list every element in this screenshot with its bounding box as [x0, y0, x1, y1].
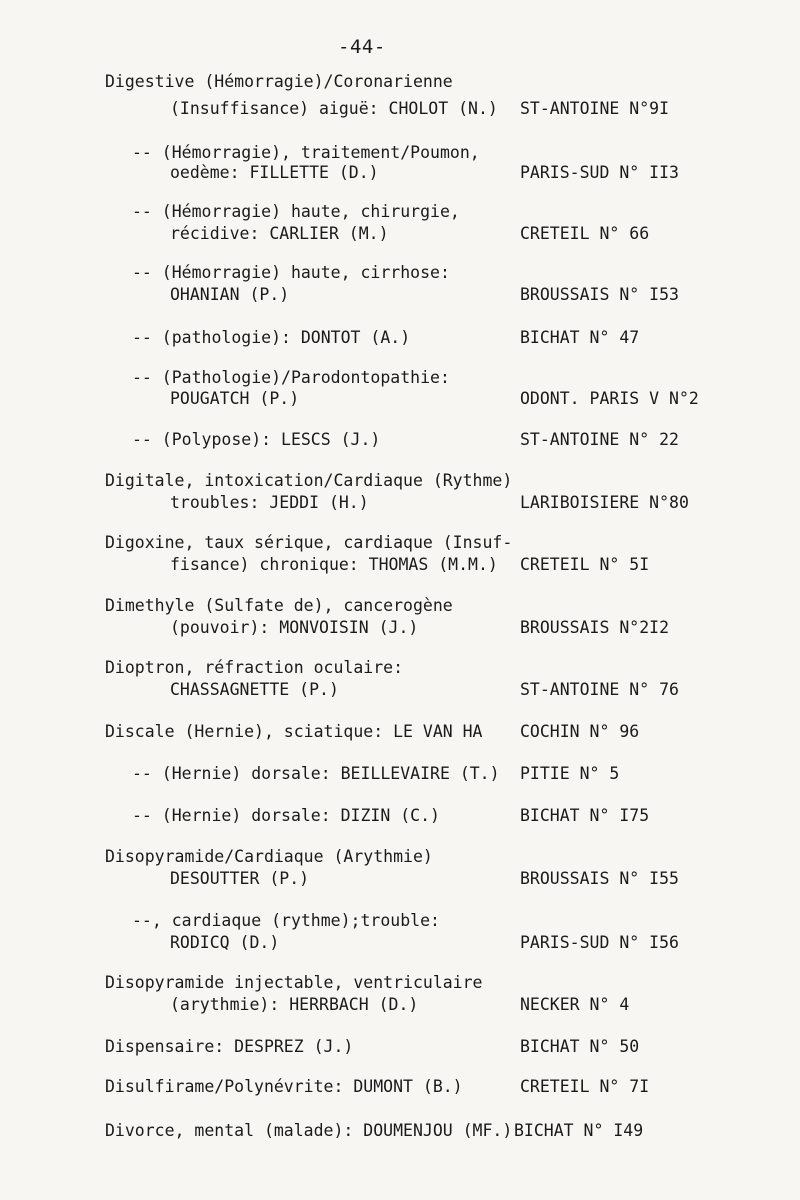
entry-reference: PARIS-SUD N° II3: [520, 163, 679, 182]
entry-line: -- (Pathologie)/Parodontopathie:: [132, 368, 450, 387]
entry-line: Dimethyle (Sulfate de), cancerogène: [105, 596, 453, 615]
entry-line: fisance) chronique: THOMAS (M.M.): [170, 555, 498, 574]
entry-line: Digestive (Hémorragie)/Coronarienne: [105, 72, 453, 91]
entry-reference: PARIS-SUD N° I56: [520, 933, 679, 952]
entry-line: Disopyramide injectable, ventriculaire: [105, 973, 483, 992]
entry-line: -- (Hernie) dorsale: BEILLEVAIRE (T.): [132, 764, 500, 783]
entry-reference: NECKER N° 4: [520, 995, 630, 1014]
entry-line: Dispensaire: DESPREZ (J.): [105, 1037, 354, 1056]
entry-reference: BROUSSAIS N° I53: [520, 285, 679, 304]
entry-line: Disopyramide/Cardiaque (Arythmie): [105, 847, 433, 866]
entry-reference: COCHIN N° 96: [520, 722, 640, 741]
entry-line: -- (Polypose): LESCS (J.): [132, 430, 381, 449]
entry-reference: BROUSSAIS N°2I2: [520, 618, 670, 637]
entry-line: -- (Hémorragie) haute, chirurgie,: [132, 202, 460, 221]
entry-reference: ST-ANTOINE N° 22: [520, 430, 679, 449]
entry-line: Digoxine, taux sérique, cardiaque (Insuf-: [105, 533, 513, 552]
entry-reference: CRETEIL N° 7I: [520, 1077, 650, 1096]
entry-reference: CRETEIL N° 5I: [520, 555, 650, 574]
entry-line: Dioptron, réfraction oculaire:: [105, 658, 404, 677]
entry-reference: CRETEIL N° 66: [520, 224, 650, 243]
entry-line: POUGATCH (P.): [170, 389, 300, 408]
entry-reference: BICHAT N° 47: [520, 328, 640, 347]
entry-reference: PITIE N° 5: [520, 764, 620, 783]
entry-line: -- (pathologie): DONTOT (A.): [132, 328, 411, 347]
entry-line: Divorce, mental (malade): DOUMENJOU (MF.): [105, 1121, 513, 1140]
entry-line: -- (Hernie) dorsale: DIZIN (C.): [132, 806, 440, 825]
entry-line: (Insuffisance) aiguë: CHOLOT (N.): [170, 99, 498, 118]
entry-reference: ST-ANTOINE N° 76: [520, 680, 679, 699]
entry-line: troubles: JEDDI (H.): [170, 493, 369, 512]
entry-line: Digitale, intoxication/Cardiaque (Rythme): [105, 471, 513, 490]
entry-line: (pouvoir): MONVOISIN (J.): [170, 618, 419, 637]
entry-line: -- (Hémorragie), traitement/Poumon,: [132, 143, 480, 162]
entry-reference: LARIBOISIERE N°80: [520, 493, 689, 512]
entry-line: -- (Hémorragie) haute, cirrhose:: [132, 263, 450, 282]
entry-reference: BICHAT N° 50: [520, 1037, 640, 1056]
entry-line: Discale (Hernie), sciatique: LE VAN HA: [105, 722, 483, 741]
entry-reference: BICHAT N° I49: [514, 1121, 644, 1140]
entry-line: DESOUTTER (P.): [170, 869, 310, 888]
page-number: -44-: [338, 36, 386, 58]
entry-line: OHANIAN (P.): [170, 285, 290, 304]
entry-reference: ODONT. PARIS V N°2: [520, 389, 699, 408]
entry-line: --, cardiaque (rythme);trouble:: [132, 911, 440, 930]
entry-line: (arythmie): HERRBACH (D.): [170, 995, 419, 1014]
entry-line: RODICQ (D.): [170, 933, 280, 952]
entry-reference: BICHAT N° I75: [520, 806, 650, 825]
entry-line: récidive: CARLIER (M.): [170, 224, 389, 243]
entry-reference: BROUSSAIS N° I55: [520, 869, 679, 888]
entry-line: Disulfirame/Polynévrite: DUMONT (B.): [105, 1077, 463, 1096]
entry-reference: ST-ANTOINE N°9I: [520, 99, 670, 118]
entry-line: oedème: FILLETTE (D.): [170, 163, 379, 182]
entry-line: CHASSAGNETTE (P.): [170, 680, 339, 699]
